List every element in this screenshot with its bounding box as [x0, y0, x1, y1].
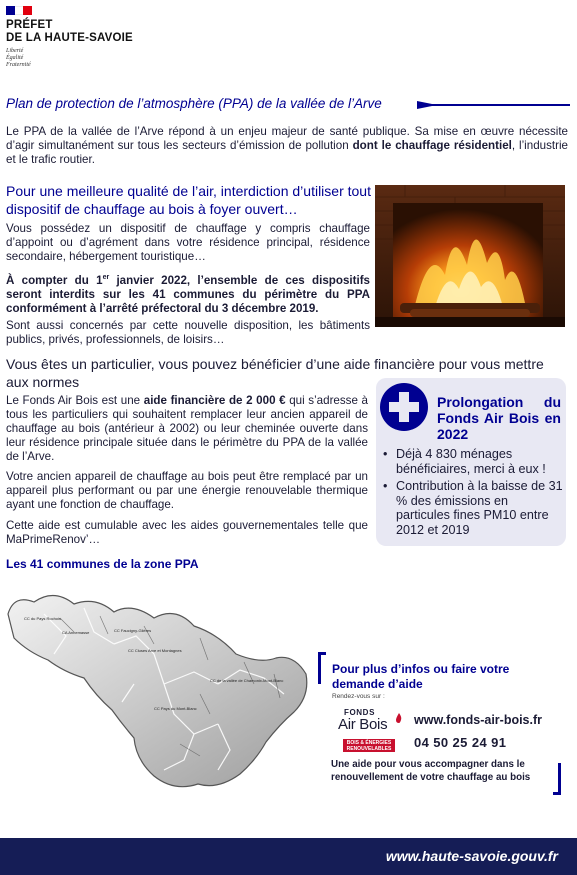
- map-label-annemasse: CA Annemasse: [62, 630, 90, 635]
- intro-bold: dont le chauffage résidentiel: [352, 139, 512, 152]
- map-label-faucigny-glieres: CC Faucigny-Glières: [114, 628, 152, 633]
- info-bracket-top: [318, 652, 326, 684]
- logo-fonds-text: FONDS: [344, 708, 375, 717]
- intro-text-end: , l’industrie et le trafic routier.: [6, 139, 568, 166]
- fireplace-photo: [375, 185, 565, 327]
- prefecture-name: [6, 19, 156, 45]
- phone-number[interactable]: 04 50 25 24 91: [414, 735, 507, 750]
- intro-paragraph: [6, 125, 568, 167]
- republique-flag-logo: [6, 6, 32, 15]
- intro-text: Le PPA de la vallée de l’Arve répond à un enjeu majeur de santé publique. Sa mise en œuvre nécessite d’agir simultanément sur tous les secteurs d’émission de pollution: [6, 125, 568, 152]
- prefet-line-1: PRÉFET: [6, 19, 53, 31]
- section1-paragraph-1: Vous possédez un dispositif de chauffage y compris chauffage d’appoint ou d’agrément dans votre résidence principal, résidence secondaire, hébergement touristique…: [6, 222, 370, 263]
- section2-p1-a: Le Fonds Air Bois est une: [6, 394, 144, 407]
- section1-heading: Pour une meilleure qualité de l’air, interdiction d’utiliser tout dispositif de chauffage au bois à foyer ouvert…: [6, 183, 371, 217]
- map-label-chamonix: CC de la vallée de Chamonix-Mont-Blanc: [210, 678, 284, 683]
- page-title: Plan de protection de l’atmosphère (PPA) de la vallée de l’Arve: [6, 96, 382, 111]
- prolongation-item: • Déjà 4 830 ménages bénéficiaires, merci à eux !: [383, 447, 563, 476]
- motto-liberte: Liberté: [6, 48, 24, 54]
- section2-paragraph-3: Cette aide est cumulable avec les aides gouvernementales telle que MaPrimeRenov’…: [6, 519, 368, 546]
- section1-p2-b: janvier 2022, l’ensemble de ces dispositifs seront interdits sur les 41 communes du périmètre du PPA conformément à l’arrêté préfectoral du 3 décembre 2019.: [6, 273, 371, 315]
- title-rule: [417, 104, 570, 106]
- flame-icon: [395, 710, 403, 720]
- motto-fraternite: Fraternité: [6, 62, 31, 68]
- republic-motto: [6, 48, 31, 69]
- info-footer-text: Une aide pour vous accompagner dans le renouvellement de votre chauffage au bois: [331, 759, 531, 783]
- info-title: Pour plus d’infos ou faire votre demande d’aide: [332, 662, 510, 691]
- info-subtitle: Rendez-vous sur :: [332, 693, 385, 700]
- ppa-zone-map: [4, 574, 314, 796]
- section1-p2-a: À compter du 1: [6, 273, 103, 287]
- section2-p1-b: qui s’adresse à tous les particuliers qui souhaitent remplacer leur ancien appareil de chauffage au bois (antérieur à 2002) ou leur cheminée ouverte dans leur résidence principale située dans le périmètre du PPA de la vallée de l’Arve.: [6, 394, 368, 463]
- fonds-air-bois-link[interactable]: www.fonds-air-bois.fr: [414, 713, 543, 727]
- section1-paragraph-2: [6, 271, 370, 316]
- map-label-cluses: CC Cluses Arve et Montagnes: [128, 648, 182, 653]
- logo-tagline: BOIS & ÉNERGIES RENOUVELABLES: [343, 739, 395, 752]
- map-label-pays-rochois: CC du Pays Rochois: [24, 616, 61, 621]
- map-label-pays-mont-blanc: CC Pays du Mont-Blanc: [154, 706, 197, 711]
- section2-paragraph-1: [6, 394, 368, 464]
- section2-heading: Vous êtes un particulier, vous pouvez bénéficier d’une aide financière pour vous mettre aux normes: [6, 356, 544, 390]
- prefecture-website-link[interactable]: www.haute-savoie.gouv.fr: [385, 848, 558, 864]
- communes-heading: Les 41 communes de la zone PPA: [6, 557, 199, 571]
- plus-icon-vertical: [399, 392, 409, 422]
- section1-p2-sup: er: [102, 274, 110, 281]
- prolongation-list: [383, 447, 563, 540]
- prolongation-title: Prolongation du Fonds Air Bois en 2022: [437, 394, 561, 442]
- section2-paragraph-2: Votre ancien appareil de chauffage au bois peut être remplacé par un appareil plus performant ou par une énergie renouvelable thermique ayant une fonction de chauffage.: [6, 470, 368, 511]
- section1-paragraph-3: Sont aussi concernés par cette nouvelle disposition, les bâtiments publics, privés, professionnels, de loisirs…: [6, 319, 370, 346]
- logo-airbois-text: Air Bois: [338, 716, 388, 733]
- prolongation-item: • Contribution à la baisse de 31 % des émissions en particules fines PM10 entre 2012 et 2019: [383, 479, 563, 537]
- info-bracket-bottom: [553, 763, 561, 795]
- section2-p1-bold: aide financière de 2 000 €: [143, 394, 286, 407]
- prefet-line-2: DE LA HAUTE-SAVOIE: [6, 32, 133, 44]
- motto-egalite: Égalité: [6, 55, 24, 61]
